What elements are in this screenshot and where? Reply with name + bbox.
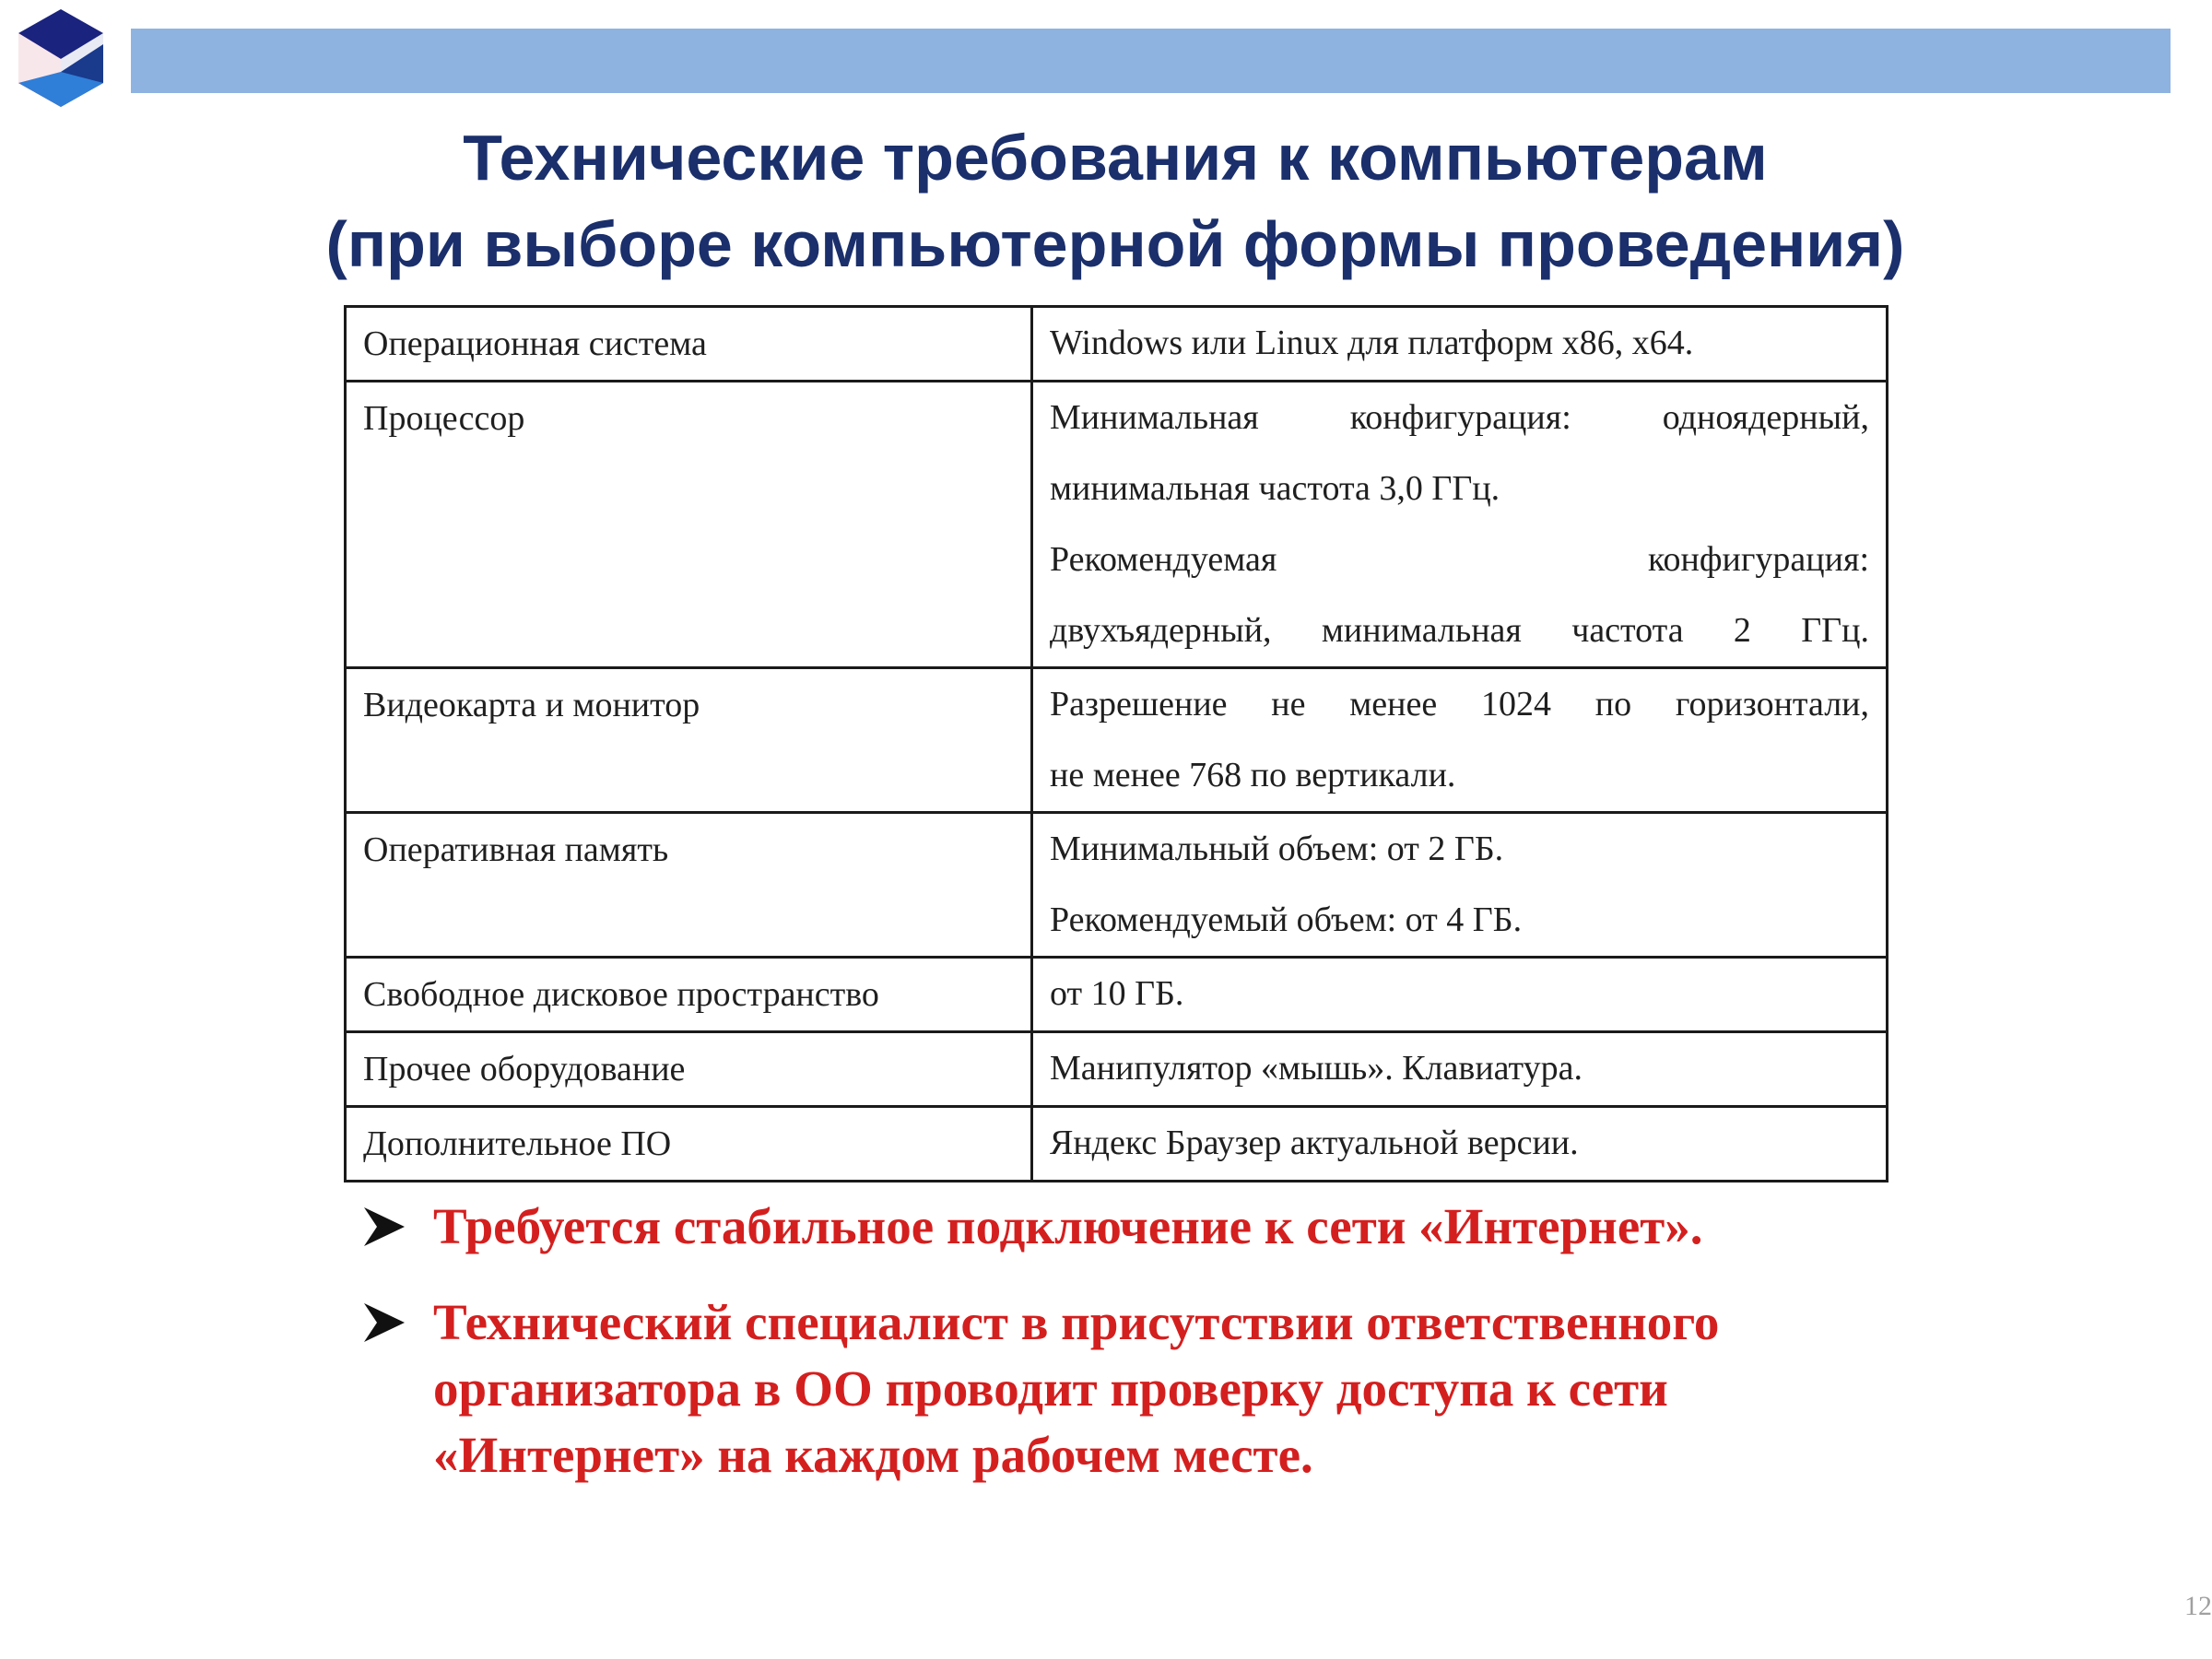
requirements-table <box>344 305 1888 1182</box>
value-line: Минимальная конфигурация: одноядерный, <box>1050 398 1869 437</box>
table-row <box>346 668 1888 813</box>
title-line-2: (при выборе компьютерной формы проведения) <box>325 208 1905 280</box>
value-line: минимальная частота 3,0 ГГц. <box>1050 469 1500 508</box>
value-cell <box>1032 668 1888 813</box>
value-line: Манипулятор «мышь». Клавиатура. <box>1050 1049 1583 1088</box>
parameter-cell: Свободное дисковое пространство <box>346 958 1032 1032</box>
table-row <box>346 1032 1888 1107</box>
value-cell <box>1032 1107 1888 1182</box>
notes-list <box>364 1194 1912 1488</box>
parameter-cell: Операционная система <box>346 307 1032 382</box>
value-cell <box>1032 813 1888 958</box>
value-line: Рекомендуемый объем: от 4 ГБ. <box>1050 900 1523 939</box>
title-line-1: Технические требования к компьютерам <box>463 122 1768 194</box>
parameter-cell: Оперативная память <box>346 813 1032 958</box>
arrow-bullet-icon <box>364 1303 405 1342</box>
table-row <box>346 1107 1888 1182</box>
value-line: Windows или Linux для платформ x86, x64. <box>1050 324 1694 362</box>
arrow-bullet-icon <box>364 1207 405 1246</box>
value-line: Рекомендуемая конфигурация: <box>1050 540 1869 579</box>
note-line: организатора в ОО проводит проверку доступа к сети <box>433 1360 1668 1417</box>
parameter-cell: Прочее оборудование <box>346 1032 1032 1107</box>
note-line: Технический специалист в присутствии ответственного <box>433 1294 1720 1350</box>
note-line: Требуется стабильное подключение к сети «Интернет». <box>433 1198 1703 1254</box>
table-row <box>346 307 1888 382</box>
slide-title <box>184 114 2046 288</box>
list-item <box>364 1289 1912 1488</box>
note-line: «Интернет» на каждом рабочем месте. <box>433 1427 1313 1483</box>
value-cell <box>1032 1032 1888 1107</box>
value-line: не менее 768 по вертикали. <box>1050 756 1456 794</box>
table-row <box>346 813 1888 958</box>
parameter-cell: Процессор <box>346 382 1032 668</box>
note-text <box>433 1289 1912 1488</box>
value-line: от 10 ГБ. <box>1050 974 1184 1013</box>
value-line: двухъядерный, минимальная частота 2 ГГц. <box>1050 611 1869 650</box>
page-number: 12 <box>2184 1591 2212 1621</box>
tricolor-cube-logo <box>13 7 109 111</box>
table-row <box>346 958 1888 1032</box>
value-cell <box>1032 307 1888 382</box>
value-line: Разрешение не менее 1024 по горизонтали, <box>1050 685 1869 724</box>
parameter-cell: Видеокарта и монитор <box>346 668 1032 813</box>
header-band <box>131 29 2171 93</box>
list-item <box>364 1194 1912 1260</box>
value-cell <box>1032 382 1888 668</box>
parameter-cell: Дополнительное ПО <box>346 1107 1032 1182</box>
value-line: Яндекс Браузер актуальной версии. <box>1050 1124 1579 1162</box>
table-row <box>346 382 1888 668</box>
note-text <box>433 1194 1912 1260</box>
value-cell <box>1032 958 1888 1032</box>
value-line: Минимальный объем: от 2 ГБ. <box>1050 830 1504 868</box>
